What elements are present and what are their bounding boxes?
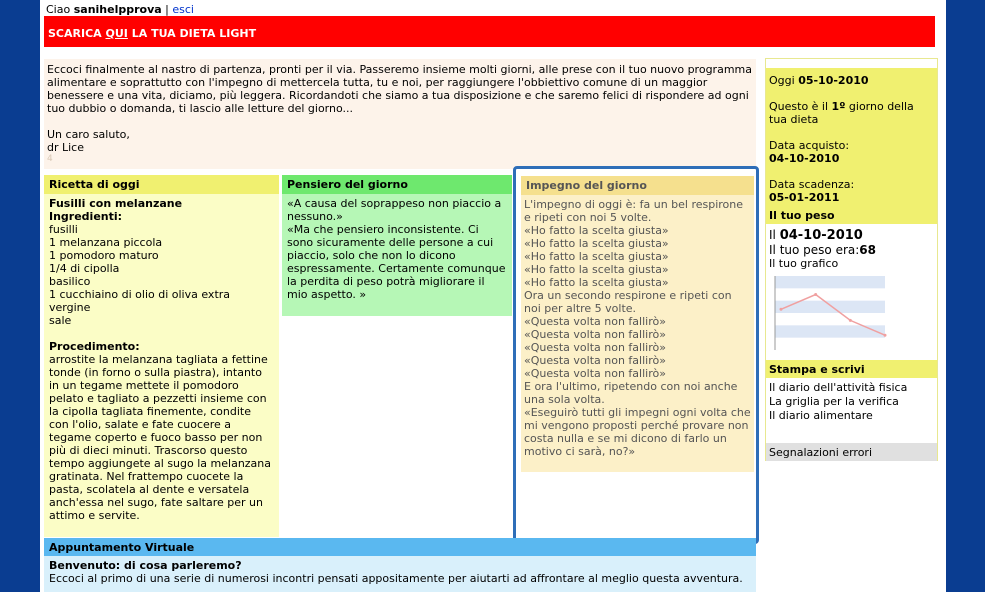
commitment-panel xyxy=(521,176,754,472)
appointment-subtitle: Benvenuto: di cosa parleremo? xyxy=(49,559,242,572)
food-diary-link[interactable]: Il diario alimentare xyxy=(769,409,873,422)
commitment-line: «Ho fatto la scelta giusta» xyxy=(524,263,669,276)
commitment-lines xyxy=(521,195,754,461)
diet-day-number: 1º xyxy=(831,100,846,113)
commitment-highlight-frame xyxy=(513,166,759,544)
report-errors-link[interactable]: Segnalazioni errori xyxy=(766,443,937,461)
logout-link[interactable]: esci xyxy=(172,3,194,16)
ingredient-item: 1/4 di cipolla xyxy=(49,262,120,275)
ingredient-item: 1 melanzana piccola xyxy=(49,236,163,249)
purchase-date: 04-10-2010 xyxy=(769,152,840,165)
weight-label: Il tuo peso era: xyxy=(769,243,860,257)
thought-title: Pensiero del giorno xyxy=(282,175,512,194)
ingredient-item: basilico xyxy=(49,275,91,288)
commitment-line: L'impegno di oggi è: fa un bel respirone e ripeti con noi 5 volte. xyxy=(524,198,744,224)
weight-info: Il 04-10-2010 Il tuo peso era:68 Il tuo grafico xyxy=(769,228,934,271)
greeting-text: Ciao xyxy=(46,3,74,16)
sidebar xyxy=(765,58,938,461)
procedure-label: Procedimento: xyxy=(49,340,140,353)
commitment-line: «Ho fatto la scelta giusta» xyxy=(524,250,669,263)
intro-message xyxy=(44,59,756,169)
username: sanihelpprova xyxy=(73,3,162,16)
commitment-line: «Questa volta non fallirò» xyxy=(524,328,666,341)
intro-small-mark: 4 xyxy=(47,154,53,164)
weight-value: 68 xyxy=(859,243,876,257)
chart-point xyxy=(780,308,783,311)
chart-grid-band xyxy=(775,276,885,288)
weight-chart[interactable] xyxy=(771,272,889,356)
intro-paragraph: Eccoci finalmente al nastro di partenza, pronti per il via. Passeremo insieme molti giorni, alle prese con il tuo nuovo programma alimentare e soprattutto con l'impegno di mettercela tutta, tu e noi, per raggiungere l'obbiettivo comune di un maggior benessere e una vita, diciamo, più leggera. Ricordandoti che siamo a tua disposizione e che saremo felici di rispondere ad ogni tuo dubbio o domanda, ti lascio alle letture del giorno... xyxy=(47,63,752,115)
expiry-date: 05-01-2011 xyxy=(769,191,840,204)
intro-closing: Un caro saluto, xyxy=(47,128,130,141)
thought-panel xyxy=(282,175,512,316)
user-greeting xyxy=(46,3,194,16)
banner-text-before: SCARICA xyxy=(48,27,106,40)
commitment-line: «Ho fatto la scelta giusta» xyxy=(524,237,669,250)
recipe-title: Ricetta di oggi xyxy=(44,175,279,194)
diet-day-line: Questo è il 1º giorno della tua dieta xyxy=(769,100,914,126)
chart-grid-band xyxy=(775,301,885,313)
ingredient-item: 1 cucchiaino di olio di oliva extra vergine xyxy=(49,288,231,314)
commitment-line: Ora un secondo respirone e ripeti con noi per altre 5 volte. xyxy=(524,289,732,315)
commitment-line: «Questa volta non fallirò» xyxy=(524,341,666,354)
chart-point xyxy=(814,293,817,296)
print-write-title: Stampa e scrivi xyxy=(766,360,937,378)
print-links xyxy=(769,381,907,423)
procedure-text: arrostite la melanzana tagliata a fettine tonde (in forno o sulla piastra), intanto in un tegame mettete il pomodoro pelato e tagliato a pezzetti insieme con la cipolla tagliata finemente, condite con l'olio, salate e fate cuocere a tegame coperto e fuoco basso per non più di dieci minuti. Trascorso questo tempo aggiungete al sugo la melanzana gratinata. Nel frattempo cuocete la pasta, scolatela al dente e versatela anch'essa nel sugo, fate saltare per un attimo e servite. xyxy=(49,353,272,522)
page xyxy=(40,0,946,592)
chart-grid-band xyxy=(775,325,885,337)
weight-title: Il tuo peso xyxy=(769,209,835,222)
appointment-title: Appuntamento Virtuale xyxy=(44,538,756,556)
intro-signature: dr Lice xyxy=(47,141,85,154)
graph-link[interactable]: Il tuo grafico xyxy=(769,257,839,270)
weight-date: 04-10-2010 xyxy=(779,228,863,243)
chart-point xyxy=(884,334,887,337)
purchase-label: Data acquisto: xyxy=(769,139,850,152)
verification-grid-link[interactable]: La griglia per la verifica xyxy=(769,395,899,408)
banner-text-after: LA TUA DIETA LIGHT xyxy=(127,27,257,40)
activity-diary-link[interactable]: Il diario dell'attività fisica xyxy=(769,381,908,394)
commitment-line: «Ho fatto la scelta giusta» xyxy=(524,276,669,289)
ingredients-label: Ingredienti: xyxy=(49,210,123,223)
ingredient-list xyxy=(49,223,274,327)
recipe-dish: Fusilli con melanzane xyxy=(49,197,183,210)
diet-download-banner xyxy=(44,16,935,47)
commitment-line: «Questa volta non fallirò» xyxy=(524,315,666,328)
virtual-appointment-panel xyxy=(44,538,756,592)
commitment-line: «Eseguirò tutti gli impegni ogni volta che mi vengono proposti perché provare non costa nulla e se mi dicono di farlo un motivo ci sarà, no?» xyxy=(524,406,751,458)
commitment-line: «Questa volta non fallirò» xyxy=(524,354,666,367)
ingredient-item: fusilli xyxy=(49,223,78,236)
diet-dates-box xyxy=(766,68,937,224)
expiry-label: Data scadenza: xyxy=(769,178,855,191)
chart-point xyxy=(849,319,852,322)
commitment-line: E ora l'ultimo, ripetendo con noi anche una sola volta. xyxy=(524,380,738,406)
download-link[interactable]: QUI xyxy=(105,27,128,40)
commitment-line: «Ho fatto la scelta giusta» xyxy=(524,224,669,237)
commitment-title: Impegno del giorno xyxy=(521,176,754,195)
appointment-text: Eccoci al primo di una serie di numerosi incontri pensati appositamente per aiutarti ad affrontare al meglio questa avventura. xyxy=(49,572,743,585)
today-date: 05-10-2010 xyxy=(798,74,869,87)
commitment-line: «Questa volta non fallirò» xyxy=(524,367,666,380)
ingredient-item: sale xyxy=(49,314,72,327)
separator: | xyxy=(161,3,173,16)
recipe-panel xyxy=(44,175,279,537)
today-line: Oggi 05-10-2010 xyxy=(769,74,869,87)
thought-text: «A causa del soprappeso non piaccio a nessuno.» «Ma che pensiero inconsistente. Ci sono sicuramente delle persone a cui piaccio, solo che non lo dicono espressamente. Certamente comunque la perdita di peso potrà migliorare il mio aspetto. » xyxy=(287,197,506,301)
ingredient-item: 1 pomodoro maturo xyxy=(49,249,159,262)
